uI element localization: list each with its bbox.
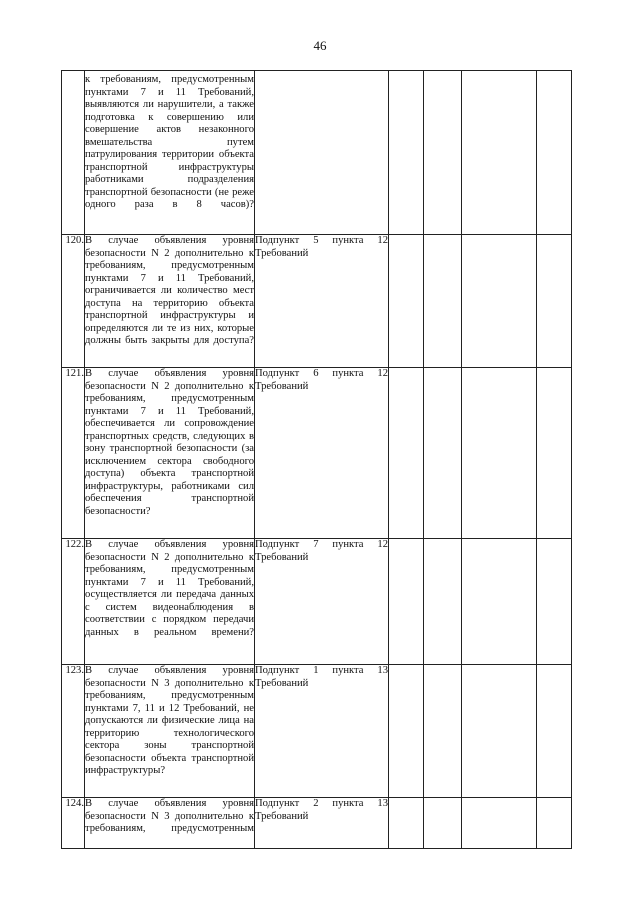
checklist-table: [61, 70, 572, 849]
answer-cell[interactable]: [537, 798, 572, 849]
legal-reference: Подпункт 6 пункта 12 Требований: [255, 368, 389, 539]
answer-cell[interactable]: [462, 665, 537, 798]
row-number: [62, 71, 85, 235]
question-text: В случае объявления уровня безопасности N 3 дополнительно к требованиям, предусмотренным: [85, 798, 255, 849]
row-number: 123.: [62, 665, 85, 798]
row-number: 121.: [62, 368, 85, 539]
answer-cell[interactable]: [389, 539, 424, 665]
table-row: [62, 539, 572, 665]
answer-cell[interactable]: [462, 798, 537, 849]
answer-cell[interactable]: [537, 235, 572, 368]
answer-cell[interactable]: [389, 235, 424, 368]
answer-cell[interactable]: [462, 235, 537, 368]
answer-cell[interactable]: [424, 798, 462, 849]
legal-reference: [255, 71, 389, 235]
answer-cell[interactable]: [537, 539, 572, 665]
answer-cell[interactable]: [424, 539, 462, 665]
table-row: [62, 71, 572, 235]
answer-cell[interactable]: [389, 798, 424, 849]
legal-reference: Подпункт 7 пункта 12 Требований: [255, 539, 389, 665]
answer-cell[interactable]: [462, 539, 537, 665]
answer-cell[interactable]: [424, 665, 462, 798]
answer-cell[interactable]: [424, 368, 462, 539]
legal-reference: Подпункт 5 пункта 12 Требований: [255, 235, 389, 368]
answer-cell[interactable]: [389, 665, 424, 798]
legal-reference: Подпункт 1 пункта 13 Требований: [255, 665, 389, 798]
answer-cell[interactable]: [537, 368, 572, 539]
answer-cell[interactable]: [537, 71, 572, 235]
question-text: В случае объявления уровня безопасности N 2 дополнительно к требованиям, предусмотренным пунктами 7 и 11 Требований, осуществляется ли передача данных с систем видеонаблюдения в соответствии с порядком передачи данных в реальном времени?: [85, 539, 255, 665]
answer-cell[interactable]: [389, 71, 424, 235]
table-row: [62, 798, 572, 849]
legal-reference: Подпункт 2 пункта 13 Требований: [255, 798, 389, 849]
question-text: В случае объявления уровня безопасности N 2 дополнительно к требованиям, предусмотренным пунктами 7 и 11 Требований, ограничивается ли количество мест доступа на территорию объекта транспортной инфраструктуры и определяются ли те из них, которые должны быть закрыты для доступа?: [85, 235, 255, 368]
answer-cell[interactable]: [537, 665, 572, 798]
table-row: [62, 665, 572, 798]
page-number: 46: [313, 38, 327, 53]
row-number: 120.: [62, 235, 85, 368]
table-row: [62, 235, 572, 368]
row-number: 124.: [62, 798, 85, 849]
answer-cell[interactable]: [389, 368, 424, 539]
answer-cell[interactable]: [424, 235, 462, 368]
answer-cell[interactable]: [424, 71, 462, 235]
answer-cell[interactable]: [462, 368, 537, 539]
row-number: 122.: [62, 539, 85, 665]
question-text: В случае объявления уровня безопасности N 3 дополнительно к требованиям, предусмотренным пунктами 7, 11 и 12 Требований, не допускаются ли физические лица на территорию технологического сектора зоны транспортной безопасности объекта транспортной инфраструктуры?: [85, 665, 255, 798]
question-text: к требованиям, предусмотренным пунктами 7 и 11 Требований, выявляются ли нарушители, а также подготовка к совершению или совершение актов незаконного вмешательства путем патрулирования территории объекта транспортной инфраструктуры работниками подразделения транспортной безопасности (не реже одного раза в 8 часов)?: [85, 71, 255, 235]
question-text: В случае объявления уровня безопасности N 2 дополнительно к требованиям, предусмотренным пунктами 7 и 11 Требований, обеспечивается ли сопровождение транспортных средств, следующих в зону транспортной безопасности (за исключением сектора свободного доступа) объекта транспортной инфраструктуры, работниками сил обеспечения транспортной безопасности?: [85, 368, 255, 539]
answer-cell[interactable]: [462, 71, 537, 235]
table-row: [62, 368, 572, 539]
